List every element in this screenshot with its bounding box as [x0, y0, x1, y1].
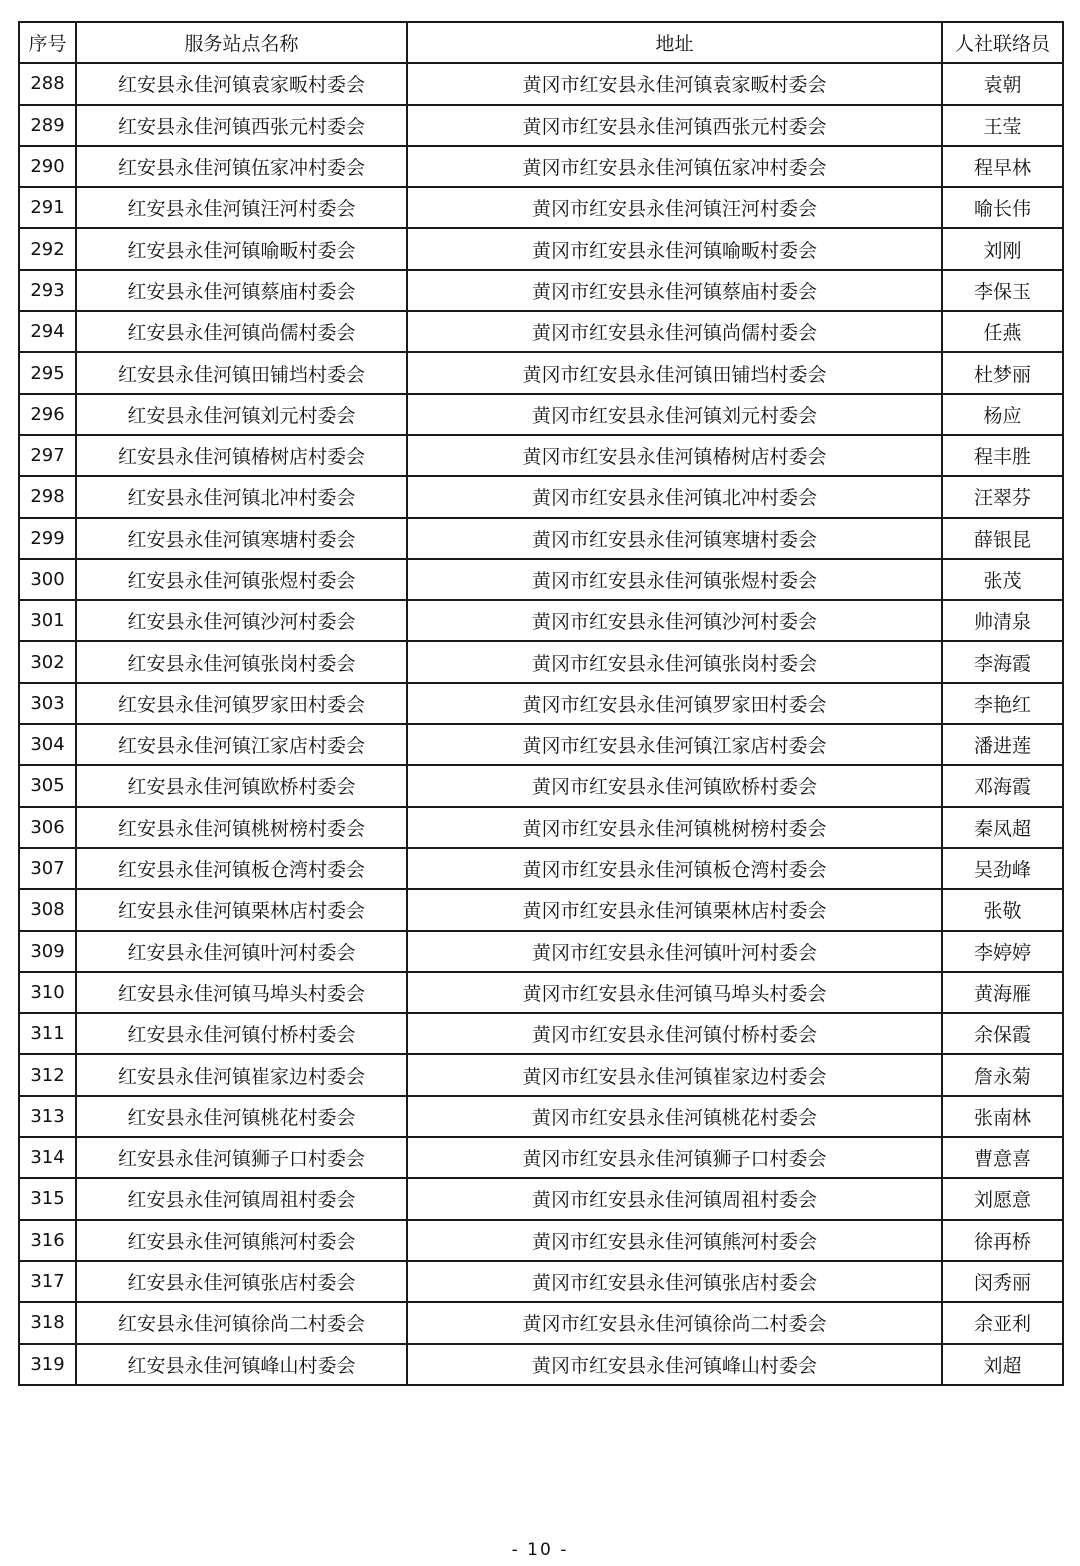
table-row	[19, 518, 1063, 559]
cell-serial-number: 298	[19, 476, 76, 517]
table-row	[19, 1096, 1063, 1137]
cell-serial-number: 317	[19, 1261, 76, 1302]
cell-serial-number: 299	[19, 518, 76, 559]
cell-address: 黄冈市红安县永佳河镇狮子口村委会	[407, 1137, 942, 1178]
cell-serial-number: 318	[19, 1302, 76, 1343]
table-row	[19, 724, 1063, 765]
cell-station-name: 红安县永佳河镇桃树榜村委会	[76, 807, 407, 848]
cell-address: 黄冈市红安县永佳河镇叶河村委会	[407, 931, 942, 972]
cell-contact-person: 刘刚	[942, 228, 1063, 269]
cell-station-name: 红安县永佳河镇蔡庙村委会	[76, 270, 407, 311]
table-row	[19, 848, 1063, 889]
cell-address: 黄冈市红安县永佳河镇汪河村委会	[407, 187, 942, 228]
table-row	[19, 352, 1063, 393]
cell-address: 黄冈市红安县永佳河镇江家店村委会	[407, 724, 942, 765]
cell-serial-number: 311	[19, 1013, 76, 1054]
cell-contact-person: 张南林	[942, 1096, 1063, 1137]
cell-address: 黄冈市红安县永佳河镇寒塘村委会	[407, 518, 942, 559]
cell-serial-number: 316	[19, 1220, 76, 1261]
cell-contact-person: 李海霞	[942, 641, 1063, 682]
table-row	[19, 1302, 1063, 1343]
table-body	[19, 63, 1063, 1385]
table-row	[19, 641, 1063, 682]
cell-station-name: 红安县永佳河镇崔家边村委会	[76, 1054, 407, 1095]
cell-contact-person: 刘超	[942, 1344, 1063, 1385]
cell-contact-person: 帅清泉	[942, 600, 1063, 641]
cell-address: 黄冈市红安县永佳河镇栗林店村委会	[407, 889, 942, 930]
cell-serial-number: 312	[19, 1054, 76, 1095]
cell-station-name: 红安县永佳河镇喻畈村委会	[76, 228, 407, 269]
cell-serial-number: 291	[19, 187, 76, 228]
cell-address: 黄冈市红安县永佳河镇张店村委会	[407, 1261, 942, 1302]
cell-contact-person: 秦凤超	[942, 807, 1063, 848]
header-serial-number: 序号	[19, 22, 76, 63]
cell-address: 黄冈市红安县永佳河镇张岗村委会	[407, 641, 942, 682]
cell-address: 黄冈市红安县永佳河镇崔家边村委会	[407, 1054, 942, 1095]
cell-address: 黄冈市红安县永佳河镇张煜村委会	[407, 559, 942, 600]
cell-serial-number: 319	[19, 1344, 76, 1385]
cell-contact-person: 张敬	[942, 889, 1063, 930]
cell-address: 黄冈市红安县永佳河镇板仓湾村委会	[407, 848, 942, 889]
cell-station-name: 红安县永佳河镇北冲村委会	[76, 476, 407, 517]
cell-contact-person: 黄海雁	[942, 972, 1063, 1013]
cell-station-name: 红安县永佳河镇徐尚二村委会	[76, 1302, 407, 1343]
cell-contact-person: 吴劲峰	[942, 848, 1063, 889]
cell-address: 黄冈市红安县永佳河镇欧桥村委会	[407, 765, 942, 806]
table-row	[19, 765, 1063, 806]
cell-serial-number: 295	[19, 352, 76, 393]
cell-address: 黄冈市红安县永佳河镇北冲村委会	[407, 476, 942, 517]
cell-address: 黄冈市红安县永佳河镇椿树店村委会	[407, 435, 942, 476]
cell-station-name: 红安县永佳河镇张岗村委会	[76, 641, 407, 682]
table-row	[19, 311, 1063, 352]
cell-contact-person: 杨应	[942, 394, 1063, 435]
table-row	[19, 105, 1063, 146]
table-row	[19, 1261, 1063, 1302]
table-row	[19, 187, 1063, 228]
cell-contact-person: 余保霞	[942, 1013, 1063, 1054]
cell-address: 黄冈市红安县永佳河镇罗家田村委会	[407, 683, 942, 724]
cell-contact-person: 李婷婷	[942, 931, 1063, 972]
cell-station-name: 红安县永佳河镇峰山村委会	[76, 1344, 407, 1385]
cell-station-name: 红安县永佳河镇罗家田村委会	[76, 683, 407, 724]
cell-serial-number: 303	[19, 683, 76, 724]
header-contact-person: 人社联络员	[942, 22, 1063, 63]
cell-contact-person: 潘进莲	[942, 724, 1063, 765]
cell-address: 黄冈市红安县永佳河镇刘元村委会	[407, 394, 942, 435]
table-row	[19, 1220, 1063, 1261]
service-station-table-container	[18, 21, 1062, 1386]
cell-station-name: 红安县永佳河镇寒塘村委会	[76, 518, 407, 559]
cell-serial-number: 296	[19, 394, 76, 435]
cell-contact-person: 任燕	[942, 311, 1063, 352]
cell-address: 黄冈市红安县永佳河镇尚儒村委会	[407, 311, 942, 352]
service-station-table	[18, 21, 1064, 1386]
table-row	[19, 1137, 1063, 1178]
cell-serial-number: 300	[19, 559, 76, 600]
cell-station-name: 红安县永佳河镇伍家冲村委会	[76, 146, 407, 187]
page-number: - 10 -	[511, 1540, 569, 1560]
table-row	[19, 972, 1063, 1013]
table-row	[19, 228, 1063, 269]
cell-serial-number: 310	[19, 972, 76, 1013]
cell-serial-number: 290	[19, 146, 76, 187]
cell-address: 黄冈市红安县永佳河镇马埠头村委会	[407, 972, 942, 1013]
cell-contact-person: 曹意喜	[942, 1137, 1063, 1178]
cell-station-name: 红安县永佳河镇汪河村委会	[76, 187, 407, 228]
cell-station-name: 红安县永佳河镇刘元村委会	[76, 394, 407, 435]
cell-serial-number: 313	[19, 1096, 76, 1137]
cell-contact-person: 余亚利	[942, 1302, 1063, 1343]
cell-address: 黄冈市红安县永佳河镇西张元村委会	[407, 105, 942, 146]
table-row	[19, 270, 1063, 311]
cell-serial-number: 307	[19, 848, 76, 889]
cell-address: 黄冈市红安县永佳河镇桃花村委会	[407, 1096, 942, 1137]
cell-contact-person: 程丰胜	[942, 435, 1063, 476]
cell-serial-number: 306	[19, 807, 76, 848]
cell-station-name: 红安县永佳河镇周祖村委会	[76, 1178, 407, 1219]
table-row	[19, 1344, 1063, 1385]
table-row	[19, 1054, 1063, 1095]
cell-station-name: 红安县永佳河镇椿树店村委会	[76, 435, 407, 476]
cell-station-name: 红安县永佳河镇张煜村委会	[76, 559, 407, 600]
cell-contact-person: 詹永菊	[942, 1054, 1063, 1095]
cell-station-name: 红安县永佳河镇田铺垱村委会	[76, 352, 407, 393]
cell-contact-person: 王莹	[942, 105, 1063, 146]
table-row	[19, 683, 1063, 724]
cell-station-name: 红安县永佳河镇熊河村委会	[76, 1220, 407, 1261]
cell-address: 黄冈市红安县永佳河镇峰山村委会	[407, 1344, 942, 1385]
cell-contact-person: 李艳红	[942, 683, 1063, 724]
table-row	[19, 394, 1063, 435]
cell-serial-number: 289	[19, 105, 76, 146]
cell-station-name: 红安县永佳河镇叶河村委会	[76, 931, 407, 972]
cell-serial-number: 301	[19, 600, 76, 641]
cell-station-name: 红安县永佳河镇马埠头村委会	[76, 972, 407, 1013]
table-row	[19, 889, 1063, 930]
cell-address: 黄冈市红安县永佳河镇周祖村委会	[407, 1178, 942, 1219]
cell-contact-person: 薛银昆	[942, 518, 1063, 559]
header-station-name: 服务站点名称	[76, 22, 407, 63]
cell-serial-number: 308	[19, 889, 76, 930]
cell-address: 黄冈市红安县永佳河镇桃树榜村委会	[407, 807, 942, 848]
cell-contact-person: 程早林	[942, 146, 1063, 187]
cell-contact-person: 闵秀丽	[942, 1261, 1063, 1302]
cell-address: 黄冈市红安县永佳河镇熊河村委会	[407, 1220, 942, 1261]
cell-address: 黄冈市红安县永佳河镇袁家畈村委会	[407, 63, 942, 104]
cell-address: 黄冈市红安县永佳河镇付桥村委会	[407, 1013, 942, 1054]
cell-serial-number: 292	[19, 228, 76, 269]
cell-address: 黄冈市红安县永佳河镇喻畈村委会	[407, 228, 942, 269]
table-row	[19, 435, 1063, 476]
cell-serial-number: 309	[19, 931, 76, 972]
cell-address: 黄冈市红安县永佳河镇蔡庙村委会	[407, 270, 942, 311]
table-row	[19, 1178, 1063, 1219]
cell-serial-number: 304	[19, 724, 76, 765]
cell-contact-person: 李保玉	[942, 270, 1063, 311]
table-row	[19, 476, 1063, 517]
cell-station-name: 红安县永佳河镇桃花村委会	[76, 1096, 407, 1137]
header-row	[19, 22, 1063, 63]
cell-serial-number: 293	[19, 270, 76, 311]
table-row	[19, 63, 1063, 104]
cell-serial-number: 294	[19, 311, 76, 352]
cell-station-name: 红安县永佳河镇栗林店村委会	[76, 889, 407, 930]
cell-contact-person: 汪翠芬	[942, 476, 1063, 517]
cell-serial-number: 302	[19, 641, 76, 682]
cell-address: 黄冈市红安县永佳河镇伍家冲村委会	[407, 146, 942, 187]
table-row	[19, 146, 1063, 187]
cell-serial-number: 305	[19, 765, 76, 806]
cell-contact-person: 邓海霞	[942, 765, 1063, 806]
cell-serial-number: 288	[19, 63, 76, 104]
table-row	[19, 1013, 1063, 1054]
cell-station-name: 红安县永佳河镇板仓湾村委会	[76, 848, 407, 889]
header-address: 地址	[407, 22, 942, 63]
cell-contact-person: 刘愿意	[942, 1178, 1063, 1219]
cell-contact-person: 袁朝	[942, 63, 1063, 104]
cell-address: 黄冈市红安县永佳河镇沙河村委会	[407, 600, 942, 641]
cell-station-name: 红安县永佳河镇欧桥村委会	[76, 765, 407, 806]
cell-address: 黄冈市红安县永佳河镇徐尚二村委会	[407, 1302, 942, 1343]
cell-address: 黄冈市红安县永佳河镇田铺垱村委会	[407, 352, 942, 393]
table-header	[19, 22, 1063, 63]
cell-serial-number: 315	[19, 1178, 76, 1219]
cell-station-name: 红安县永佳河镇付桥村委会	[76, 1013, 407, 1054]
cell-station-name: 红安县永佳河镇尚儒村委会	[76, 311, 407, 352]
table-row	[19, 807, 1063, 848]
cell-contact-person: 喻长伟	[942, 187, 1063, 228]
cell-contact-person: 徐再桥	[942, 1220, 1063, 1261]
cell-station-name: 红安县永佳河镇西张元村委会	[76, 105, 407, 146]
cell-station-name: 红安县永佳河镇江家店村委会	[76, 724, 407, 765]
cell-station-name: 红安县永佳河镇沙河村委会	[76, 600, 407, 641]
table-row	[19, 600, 1063, 641]
table-row	[19, 931, 1063, 972]
table-row	[19, 559, 1063, 600]
cell-station-name: 红安县永佳河镇狮子口村委会	[76, 1137, 407, 1178]
cell-serial-number: 314	[19, 1137, 76, 1178]
cell-contact-person: 张茂	[942, 559, 1063, 600]
cell-serial-number: 297	[19, 435, 76, 476]
cell-station-name: 红安县永佳河镇袁家畈村委会	[76, 63, 407, 104]
cell-station-name: 红安县永佳河镇张店村委会	[76, 1261, 407, 1302]
cell-contact-person: 杜梦丽	[942, 352, 1063, 393]
